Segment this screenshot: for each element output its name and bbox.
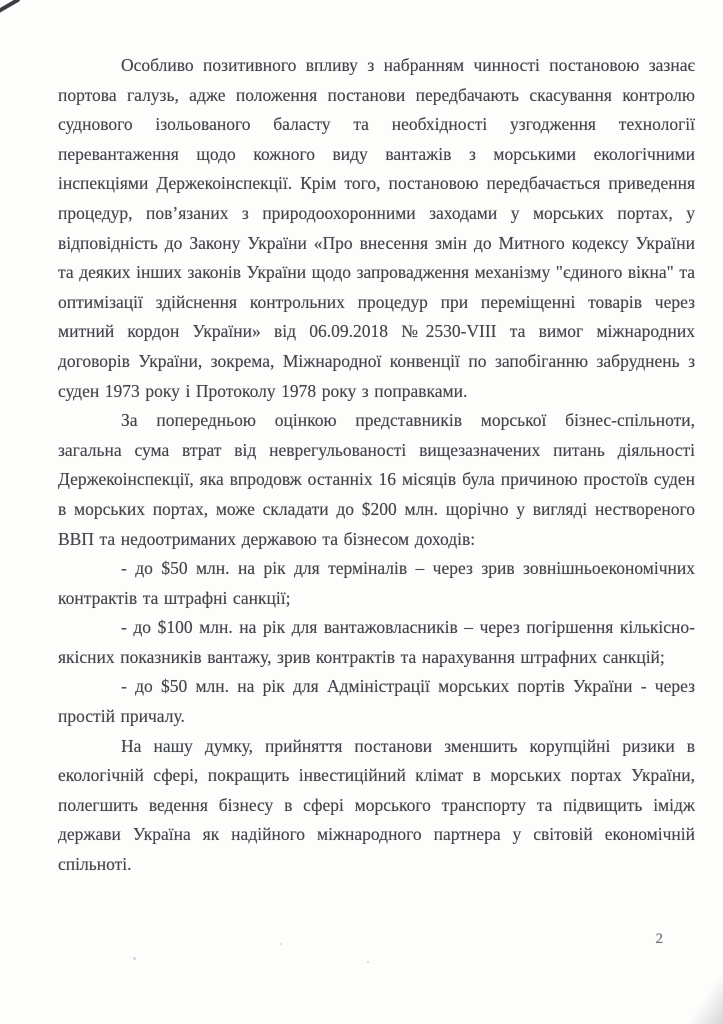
scan-artifact-page-edge-shadow	[689, 974, 723, 1024]
paragraph-6: На нашу думку, прийняття постанови зменшить корупційні ризики в екологічній сфері, покращить інвестиційний клімат в морських портах України, полегшить ведення бізнесу в сфері морського транспорту та підвищить імідж держави Україна як надійного міжнародного партнера у світовій економічній спільноті.	[58, 735, 695, 875]
scan-speck	[280, 943, 282, 945]
paragraph-1: Особливо позитивного впливу з набранням чинності постановою зазнає портова галузь, адже положення постанови передбачають скасування контролю суднового ізольованого баласту та необхідності узгодження технології перевантаження щодо кожного виду вантажів з морськими екологічними інспекціями Держекоінспекції. Крім того, постановою передбачається приведення процедур, пов’язаних з природоохоронними заходами у морських портах, у відповідність до Закону України «Про внесення змін до Митного кодексу України та деяких інших законів України щодо запровадження механізму "єдиного вікна" та оптимізації здійснення контрольних процедур при переміщенні товарів через митний кордон України» від 06.09.2018 №2530-VIII та вимог міжнародних договорів України, зокрема, Міжнародної конвенції по запобіганню забруднень з суден 1973 року і Протоколу 1978 року з поправками.	[58, 55, 696, 401]
page-number: 2	[655, 931, 663, 947]
scan-speck	[133, 957, 136, 960]
document-body	[58, 51, 695, 880]
paragraph-4-list-item: - до $100 млн. на рік для вантажовласників – через погіршення кількісно-якісних показників вантажу, зрив контрактів та нарахування штрафних санкцій;	[58, 617, 695, 667]
scan-artifact-corner-mark	[0, 0, 21, 14]
paragraph-5-list-item: - до $50 млн. на рік для Адміністрації морських портів України - через простій причалу.	[58, 676, 695, 727]
paragraph-3-list-item: - до $50 млн. на рік для терміналів – через зрив зовнішньоекономічних контрактів та штрафні санкції;	[58, 558, 695, 608]
scan-speck	[367, 961, 369, 963]
paragraph-2: За попередньою оцінкою представників морської бізнес-спільноти, загальна сума втрат від неврегульованості вищезазначених питань діяльності Держекоінспекції, яка впродовж останніх 16 місяців була причиною простоїв суден в морських портах, може складати до $200 млн. щорічно у вигляді нествореного ВВП та недоотриманих державою та бізнесом доходів:	[58, 410, 695, 549]
